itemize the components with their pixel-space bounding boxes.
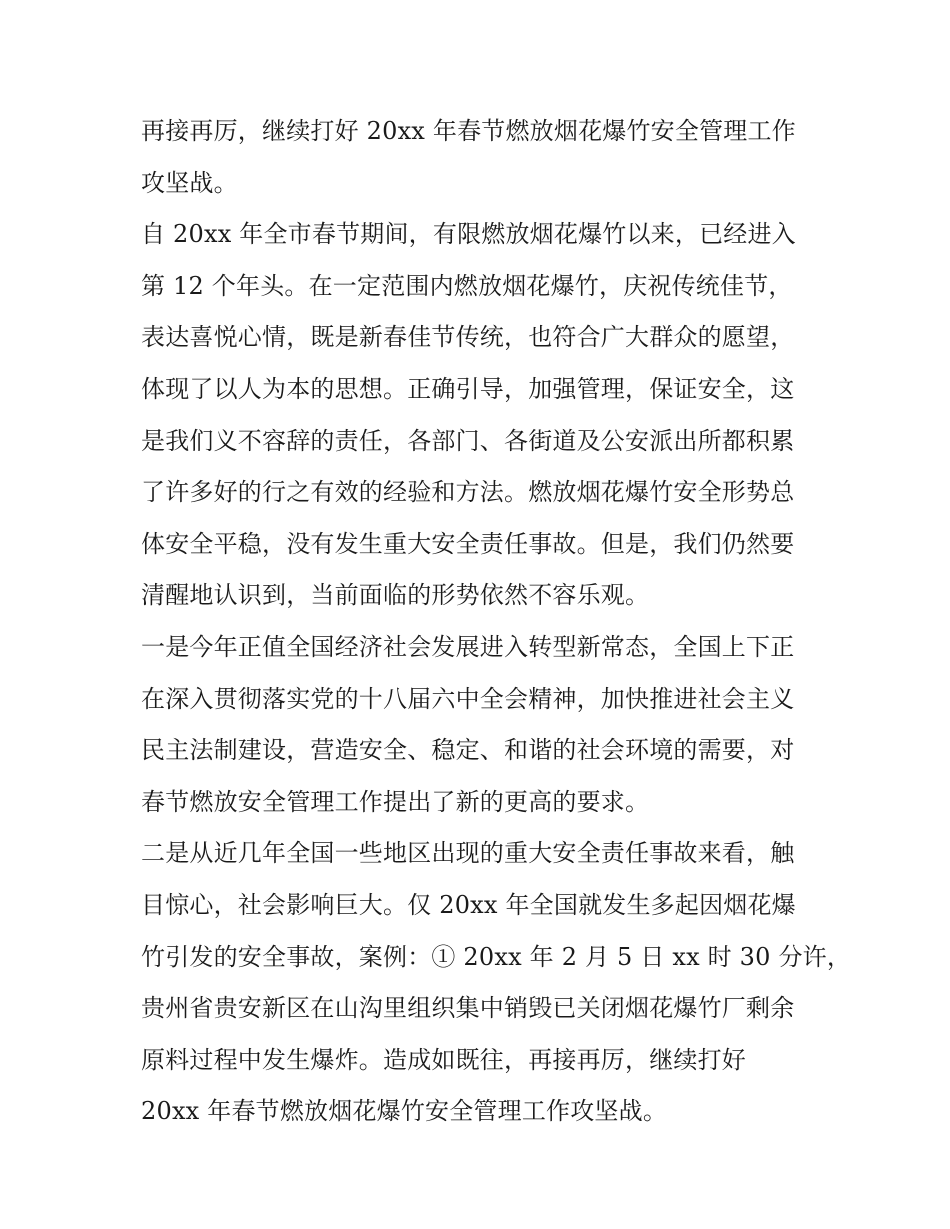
document-body <box>141 106 852 1138</box>
text-line: 是我们义不容辞的责任，各部门、各街道及公安派出所都积累 <box>141 426 795 455</box>
text-line: 20xx 年春节燃放烟花爆竹安全管理工作攻坚战。 <box>141 1097 668 1126</box>
text-line: 自 20xx 年全市春节期间，有限燃放烟花爆竹以来，已经进入 <box>141 220 796 249</box>
text-line: 竹引发的安全事故，案例：① 20xx 年 2 月 5 日 xx 时 30 分许， <box>141 942 852 971</box>
text-line: 再接再厉，继续打好 20xx 年春节燃放烟花爆竹安全管理工作 <box>141 117 796 145</box>
text-line: 了许多好的行之有效的经验和方法。燃放烟花爆竹安全形势总 <box>141 478 795 507</box>
text-line: 体现了以人为本的思想。正确引导，加强管理，保证安全，这 <box>141 374 795 403</box>
text-line: 在深入贯彻落实党的十八届六中全会精神，加快推进社会主义 <box>141 684 795 713</box>
text-line: 攻坚战。 <box>141 168 238 197</box>
text-line: 春节燃放安全管理工作提出了新的更高的要求。 <box>141 787 650 816</box>
text-line: 原料过程中发生爆炸。造成如既往，再接再厉，继续打好 <box>141 1045 746 1074</box>
text-line: 表达喜悦心情，既是新春佳节传统，也符合广大群众的愿望， <box>141 323 795 352</box>
text-line: 目惊心，社会影响巨大。仅 20xx 年全国就发生多起因烟花爆 <box>141 890 796 919</box>
text-line: 一是今年正值全国经济社会发展进入转型新常态，全国上下正 <box>141 632 795 661</box>
text-line: 体安全平稳，没有发生重大安全责任事故。但是，我们仍然要 <box>141 529 795 558</box>
text-line: 第 12 个年头。在一定范围内燃放烟花爆竹，庆祝传统佳节， <box>141 271 793 300</box>
text-line: 二是从近几年全国一些地区出现的重大安全责任事故来看，触 <box>141 839 795 868</box>
text-line: 清醒地认识到，当前面临的形势依然不容乐观。 <box>141 581 650 610</box>
text-line: 民主法制建设，营造安全、稳定、和谐的社会环境的需要，对 <box>141 736 795 765</box>
text-line: 贵州省贵安新区在山沟里组织集中销毁已关闭烟花爆竹厂剩余 <box>141 994 795 1023</box>
